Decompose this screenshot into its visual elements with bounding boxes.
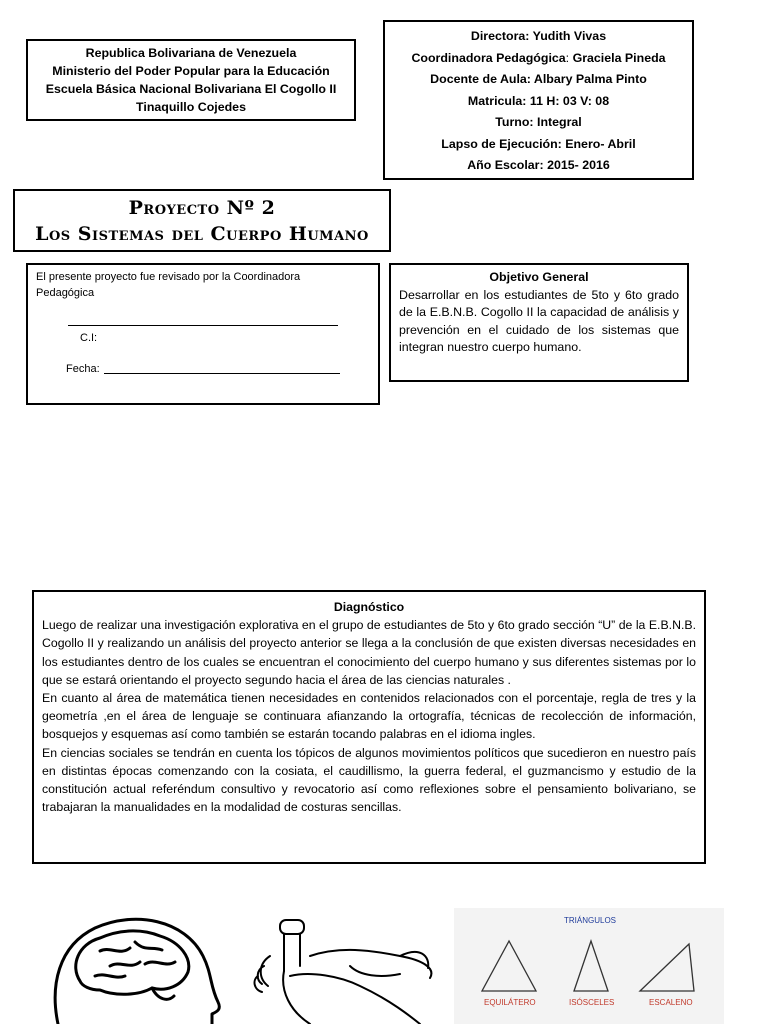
institution-line: Escuela Básica Nacional Bolivariana El Cogollo II: [45, 82, 337, 96]
project-title: Los Sistemas del Cuerpo Humano: [35, 223, 369, 245]
teacher: Docente de Aula: Albary Palma Pinto: [430, 72, 647, 86]
triangles-title: TRIÁNGULOS: [564, 916, 617, 925]
coordinator: [391, 48, 686, 70]
scalene-triangle: [640, 944, 694, 991]
school-year: Año Escolar: 2015- 2016: [467, 158, 610, 172]
equilateral-triangle: [482, 941, 536, 991]
triangles-illustration: [454, 908, 724, 1024]
triangle-label-scalene: ESCALENO: [649, 998, 693, 1007]
diagnosis-heading: Diagnóstico: [333, 600, 405, 614]
diagnosis-paragraph: En cuanto al área de matemática tienen necesidades en contenidos relacionados con el porcentaje, regla de tres y la geometría ,en el área de lenguaje se continuara afianzando la ortografía, técnicas de recolección de información, bosquejos y esquemas así como también se estarán tocando palabras en el idioma ingles.: [42, 691, 696, 742]
review-text: El presente proyecto fue revisado por la Coordinadora Pedagógica: [36, 271, 301, 299]
heart-icon: [250, 916, 450, 1024]
shift: Turno: Integral: [495, 115, 582, 129]
institution-line: Republica Bolivariana de Venezuela: [85, 46, 297, 60]
director: Directora: Yudith Vivas: [470, 29, 607, 43]
period: Lapso de Ejecución: Enero- Abril: [441, 136, 636, 151]
brain-head-icon: [40, 906, 240, 1024]
enrollment: Matricula: 11 H: 03 V: 08: [467, 93, 610, 108]
diagnosis-paragraph: Luego de realizar una investigación explorativa en el grupo de estudiantes de 5to y 6to grado sección “U” de la E.B.N.B. Cogollo II y realizando un análisis del proyecto anterior se llega a la conclusión de que existen diversas necesidades en los estudiantes dentro de los cuales se encuentran el conocimiento del cuerpo humano y sus diferentes sistemas por lo que se estará orientando el proyecto segundo hacia el área de las ciencias naturales .: [42, 618, 696, 687]
signature-line: [68, 325, 338, 326]
institution-line: Ministerio del Poder Popular para la Educación: [52, 64, 330, 78]
ci-label: C.I:: [80, 332, 98, 344]
diagnosis-paragraph: En ciencias sociales se tendrán en cuenta los tópicos de algunos movimientos políticos que sucedieron en nuestro país en distintas épocas comenzando con la cosiata, el caudillismo, la guerra federal, el guzmancismo y estudio de la constitución actual referéndum consultivo y revocatorio así como reflexiones sobre el pensamiento bolivariano, se trabajaran la manualidades en la modalidad de costuras sencillas.: [42, 745, 696, 815]
diagnosis-box: [32, 590, 706, 864]
coordinator-label: Coordinadora Pedagógica: [411, 50, 566, 65]
objective-box: [389, 263, 689, 382]
institution-header: [26, 39, 356, 121]
date-label: Fecha:: [66, 363, 100, 375]
project-number: Proyecto Nº 2: [128, 197, 276, 219]
institution-line: Tinaquillo Cojedes: [136, 100, 246, 114]
isosceles-triangle: [574, 941, 608, 991]
date-line: [104, 373, 340, 374]
triangle-label-isosceles: ISÓSCELES: [569, 998, 615, 1007]
coordinator-name: Graciela Pineda: [569, 50, 666, 65]
review-box: [26, 263, 380, 405]
objective-body: Desarrollar en los estudiantes de 5to y 6to grado de la E.B.N.B. Cogollo II la capacidad de análisis y prevención en el cuidado de los sistemas que integran nuestro cuerpo humano.: [399, 287, 679, 354]
triangle-label-equilateral: EQUILÁTERO: [484, 998, 536, 1007]
illustrations: [30, 886, 730, 1024]
coordinator-colon: :: [565, 50, 570, 65]
project-title-box: [13, 189, 391, 252]
staff-info: [383, 20, 694, 180]
objective-heading: Objetivo General: [489, 270, 589, 284]
